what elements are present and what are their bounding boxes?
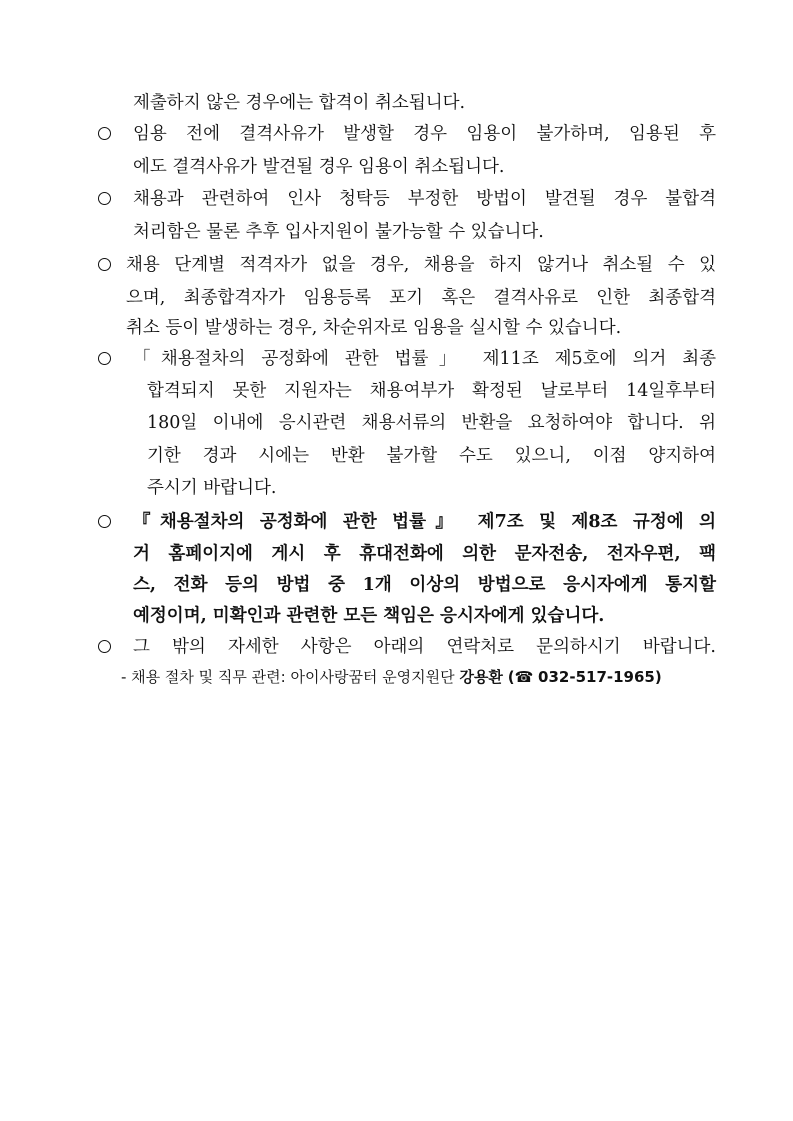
circle-bullet-icon <box>98 258 111 271</box>
contact-line <box>121 666 662 688</box>
paragraph-line: 예정이며, 미확인과 관련한 모든 책임은 응시자에게 있습니다. <box>133 606 605 626</box>
paragraph-line: 거 홈페이지에 게시 후 휴대전화에 의한 문자전송, 전자우편, 팩 <box>133 544 716 564</box>
paragraph-line: 『채용절차의 공정화에 관한 법률』 제7조 및 제8조 규정에 의 <box>133 512 716 532</box>
circle-bullet-icon <box>98 640 111 653</box>
contact-name: 강용환 <box>459 668 503 686</box>
paragraph-line: 으며, 최종합격자가 임용등록 포기 혹은 결격사유로 인한 최종합격 <box>126 288 716 308</box>
paragraph-line: 기한 경과 시에는 반환 불가할 수도 있으니, 이점 양지하여 <box>147 446 716 466</box>
circle-bullet-icon <box>98 127 111 140</box>
paragraph-line: 「채용절차의 공정화에 관한 법률」 제11조 제5호에 의거 최종 <box>133 349 716 369</box>
contact-prefix: - 채용 절차 및 직무 관련: 아이사랑꿈터 운영지원단 <box>121 668 455 686</box>
paragraph-line: 채용과 관련하여 인사 청탁등 부정한 방법이 발견될 경우 불합격 <box>133 189 716 209</box>
paragraph-line: 취소 등이 발생하는 경우, 차순위자로 임용을 실시할 수 있습니다. <box>126 318 622 338</box>
paragraph-line: 처리함은 물론 추후 입사지원이 불가능할 수 있습니다. <box>133 222 544 242</box>
paragraph-line: 합격되지 못한 지원자는 채용여부가 확정된 날로부터 14일후부터 <box>147 381 716 401</box>
paragraph-line: 스, 전화 등의 방법 중 1개 이상의 방법으로 응시자에게 통지할 <box>133 575 716 595</box>
contact-phone: 032-517-1965 <box>538 668 655 686</box>
paragraph-line: 에도 결격사유가 발견될 경우 임용이 취소됩니다. <box>133 157 505 177</box>
circle-bullet-icon <box>98 192 111 205</box>
circle-bullet-icon <box>98 515 111 528</box>
paragraph-line: 제출하지 않은 경우에는 합격이 취소됩니다. <box>133 93 466 113</box>
paragraph-line: 그 밖의 자세한 사항은 아래의 연락처로 문의하시기 바랍니다. <box>133 637 716 657</box>
telephone-icon: ☎ <box>514 668 534 686</box>
contact-close-paren: ) <box>654 668 662 686</box>
circle-bullet-icon <box>98 352 111 365</box>
paragraph-line: 주시기 바랍니다. <box>147 478 277 498</box>
paragraph-line: 임용 전에 결격사유가 발생할 경우 임용이 불가하며, 임용된 후 <box>133 124 716 144</box>
contact-open-paren: ( <box>507 668 515 686</box>
paragraph-line: 채용 단계별 적격자가 없을 경우, 채용을 하지 않거나 취소될 수 있 <box>126 255 716 275</box>
paragraph-line: 180일 이내에 응시관련 채용서류의 반환을 요청하여야 합니다. 위 <box>147 413 716 433</box>
